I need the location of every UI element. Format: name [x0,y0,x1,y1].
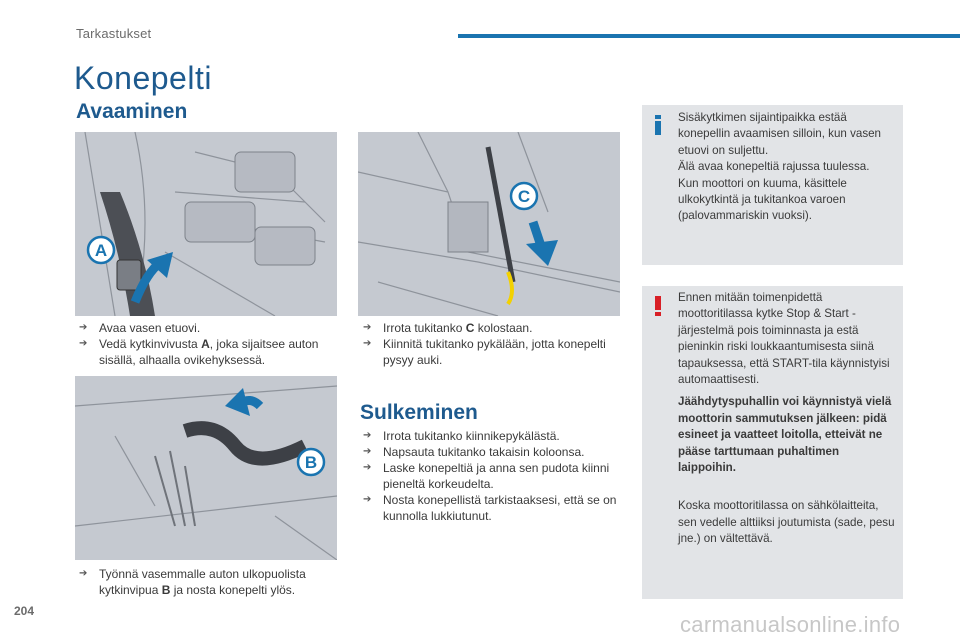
watermark: carmanualsonline.info [680,612,901,637]
list-item [360,320,622,336]
page-number: 204 [14,604,35,618]
photo-bonnet-support-rod [358,132,620,316]
item-text: Avaa vasen etuovi. [99,321,201,335]
photo-label-b: B [304,453,318,472]
bullet-arrow-icon: ➔ [363,462,372,473]
bullet-arrow-icon: ➔ [363,430,372,441]
bullet-arrow-icon: ➔ [363,338,372,349]
item-text: Irrota tukitanko kiinnikepykälästä. [383,429,560,443]
info-panel-text [678,110,895,225]
item-text: ja nosta konepelti ylös. [170,583,296,597]
item-text: , joka sijaitsee auton sisällä, alhaalla ovikehyksessä. [99,337,319,367]
bullet-arrow-icon: ➔ [79,338,88,349]
list-item [360,428,622,444]
bullet-arrow-icon: ➔ [363,494,372,505]
header-accent-bar [458,34,960,38]
photo-exterior-release-lever [75,376,337,560]
photo-label-c: C [517,187,531,206]
item-text: Napsauta tukitanko takaisin koloonsa. [383,445,585,459]
page-title: Konepelti [74,60,212,96]
bullet-arrow-icon: ➔ [363,446,372,457]
photo-interior-release-lever [75,132,337,316]
item-text: kolostaan. [474,321,533,335]
steps-list-lever-b [76,566,336,598]
list-item [76,320,336,336]
item-key-letter: A [201,337,210,351]
list-item [360,460,622,492]
info-paragraph: Kun moottori on kuuma, käsittele ulkokytkintä ja tukitankoa varoen (palovammariskin vuoksi). [678,176,847,223]
info-paragraph: Älä avaa konepeltiä rajussa tuulessa. [678,160,870,174]
item-text: Vedä kytkinvivusta [99,337,202,351]
info-paragraph: Sisäkytkimen sijaintipaikka estää konepellin avaamisen silloin, kun vasen etuovi on suljettu. [678,111,882,157]
info-icon [650,113,666,137]
section-heading-opening: Avaaminen [76,100,188,123]
section-heading-closing: Sulkeminen [360,401,478,424]
warning-paragraph-water: Koska moottoritilassa on sähkölaitteita, sen vedelle alttiiksi joutumista (sade, pesu jne.) on vältettävä. [678,499,895,546]
bullet-arrow-icon: ➔ [79,322,88,333]
list-item [360,336,622,368]
item-text: Nosta konepellistä tarkistaaksesi, että se on kunnolla lukkiutunut. [383,493,617,523]
steps-list-lever-a [76,320,336,368]
exclamation-icon [650,294,666,318]
section-label: Tarkastukset [76,26,152,41]
item-text: Työnnä vasemmalle auton ulkopuolista kytkinvipua [99,567,306,597]
bullet-arrow-icon: ➔ [363,322,372,333]
warning-paragraph-1: Ennen mitään toimenpidettä moottoritilassa kytke Stop & Start -järjestelmä pois toiminnasta ja estä pieninkin riski loukkaantumisesta siinä tapauksessa, että START-tila käynnistyisi automaattisesti. [678,291,890,387]
item-key-letter: B [161,583,171,597]
item-text: Laske konepeltiä ja anna sen pudota kiinni pieneltä korkeudelta. [383,461,610,491]
list-item [76,566,336,598]
item-key-letter: C [465,321,475,335]
list-item [360,444,622,460]
list-item [76,336,336,368]
bullet-arrow-icon: ➔ [79,568,88,579]
item-text: Kiinnitä tukitanko pykälään, jotta konepelti pysyy auki. [383,337,606,367]
steps-list-rod-c [360,320,622,368]
info-panel [642,105,903,265]
warning-panel [642,286,903,599]
list-item [360,492,622,524]
photo-label-a: A [94,241,108,260]
warning-paragraph-fan: Jäähdytyspuhallin voi käynnistyä vielä moottorin sammutuksen jälkeen: pidä esineet ja vaatteet loitolla, etteivät ne pääse tarttumaan puhaltimen laippoihin. [678,395,892,475]
item-text: Irrota tukitanko [383,321,466,335]
steps-list-closing [360,428,622,524]
